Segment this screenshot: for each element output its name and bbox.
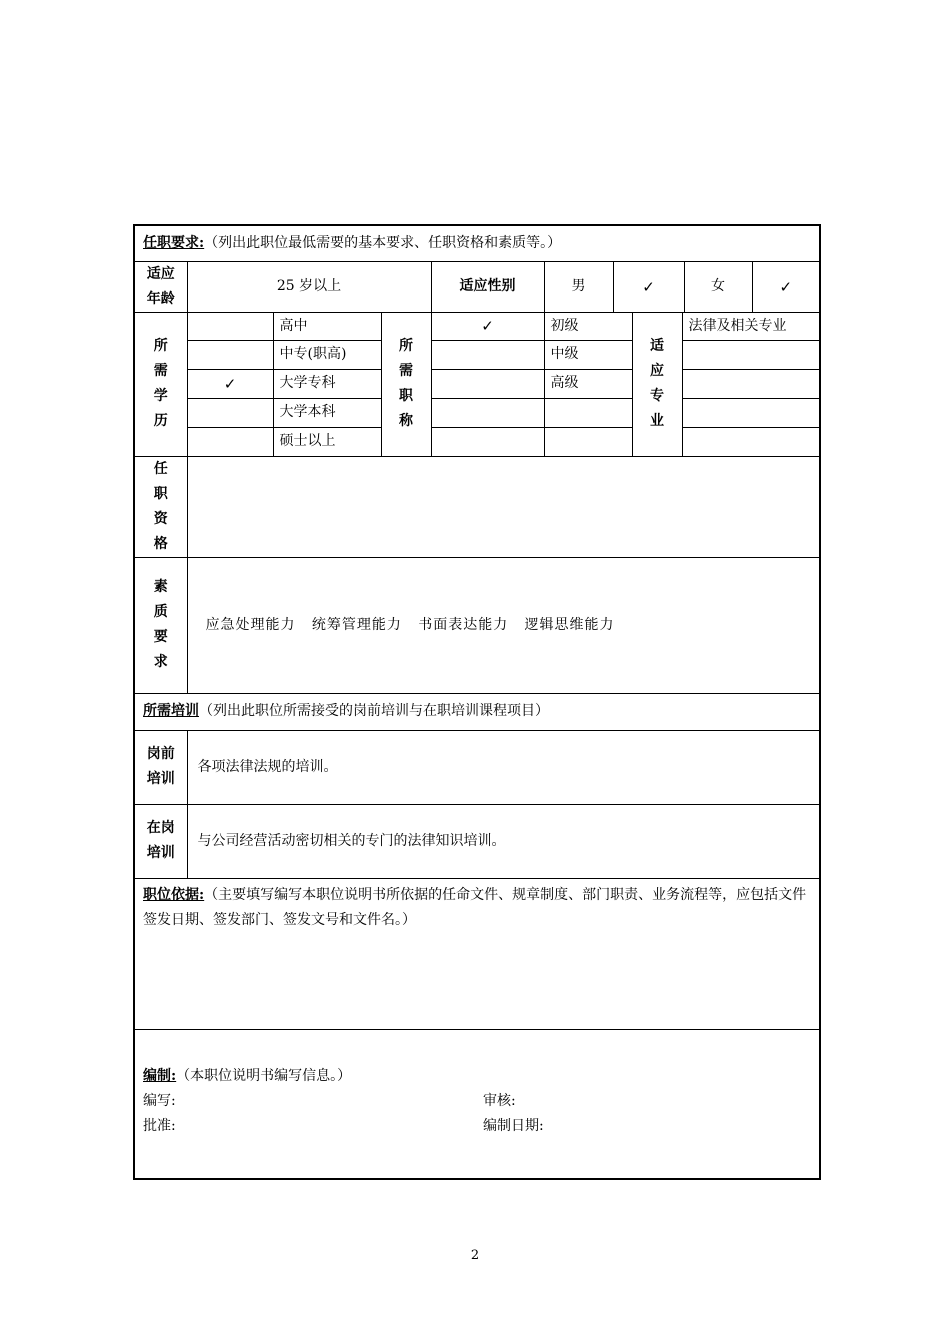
education-level: 大学专科 — [273, 369, 381, 398]
basis-row — [134, 878, 820, 1029]
quality-row — [134, 557, 820, 693]
title-check: ✓ — [431, 312, 544, 340]
title-check — [431, 398, 544, 427]
education-check — [187, 398, 273, 427]
compile-row — [134, 1029, 820, 1179]
requirements-header-row — [134, 225, 820, 261]
education-check — [187, 312, 273, 340]
major-value — [682, 398, 820, 427]
title-level — [544, 398, 632, 427]
training-title: 所需培训 — [143, 703, 199, 720]
age-value: 25 岁以上 — [187, 261, 431, 312]
title-level — [544, 427, 632, 456]
on-training-row — [134, 804, 820, 878]
education-level: 硕士以上 — [273, 427, 381, 456]
title-level: 初级 — [544, 312, 632, 340]
female-label: 女 — [685, 262, 753, 312]
education-row — [134, 398, 820, 427]
education-check: ✓ — [187, 369, 273, 398]
title-check — [431, 340, 544, 369]
major-value — [682, 427, 820, 456]
gender-cell — [544, 261, 820, 312]
education-row — [134, 340, 820, 369]
age-label: 适应 年龄 — [134, 261, 187, 312]
pre-training-value: 各项法律法规的培训。 — [187, 730, 820, 804]
approver-label: 批准: — [143, 1117, 176, 1134]
pre-training-label: 岗前 培训 — [134, 730, 187, 804]
basis-title: 职位依据: — [143, 886, 205, 903]
quality-label: 素 质 要 求 — [134, 557, 187, 693]
title-check — [431, 427, 544, 456]
writer-label: 编写: — [143, 1092, 176, 1109]
education-check — [187, 427, 273, 456]
title-level: 中级 — [544, 340, 632, 369]
qualification-label: 任 职 资 格 — [134, 456, 187, 557]
training-header-row — [134, 693, 820, 730]
education-level: 高中 — [273, 312, 381, 340]
title-check — [431, 369, 544, 398]
on-training-label: 在岗 培训 — [134, 804, 187, 878]
gender-label: 适应性别 — [431, 261, 544, 312]
education-label: 所 需 学 历 — [134, 312, 187, 456]
education-level: 大学本科 — [273, 398, 381, 427]
requirements-note: （列出此职位最低需要的基本要求、任职资格和素质等。） — [204, 235, 562, 252]
compile-date-label: 编制日期: — [483, 1117, 544, 1134]
education-check — [187, 340, 273, 369]
female-check: ✓ — [779, 277, 793, 296]
title-level: 高级 — [544, 369, 632, 398]
compile-title: 编制: — [143, 1067, 177, 1084]
pre-training-row — [134, 730, 820, 804]
education-row — [134, 427, 820, 456]
job-requirements-table — [133, 224, 821, 1180]
major-value: 法律及相关专业 — [682, 312, 820, 340]
quality-value: 应急处理能力 统筹管理能力 书面表达能力 逻辑思维能力 — [187, 557, 820, 693]
male-label: 男 — [545, 262, 614, 312]
major-label: 适 应 专 业 — [632, 312, 682, 456]
reviewer-label: 审核: — [483, 1092, 516, 1109]
page-number: 2 — [470, 1248, 480, 1263]
training-note: （列出此职位所需接受的岗前培训与在职培训课程项目） — [199, 703, 549, 720]
compile-note: （本职位说明书编写信息。） — [176, 1067, 352, 1084]
male-check: ✓ — [614, 262, 685, 312]
on-training-value: 与公司经营活动密切相关的专门的法律知识培训。 — [187, 804, 820, 878]
qualification-value — [187, 456, 820, 557]
major-value — [682, 369, 820, 398]
requirements-title: 任职要求: — [143, 235, 205, 252]
qualification-row — [134, 456, 820, 557]
major-value — [682, 340, 820, 369]
education-level: 中专(职高) — [273, 340, 381, 369]
basis-note: （主要填写编写本职位说明书所依据的任命文件、规章制度、部门职责、业务流程等，应包括文件签发日期、签发部门、签发文号和文件名。） — [143, 886, 807, 928]
education-row — [134, 312, 820, 340]
age-gender-row — [134, 261, 820, 312]
education-row — [134, 369, 820, 398]
title-label: 所 需 职 称 — [381, 312, 431, 456]
